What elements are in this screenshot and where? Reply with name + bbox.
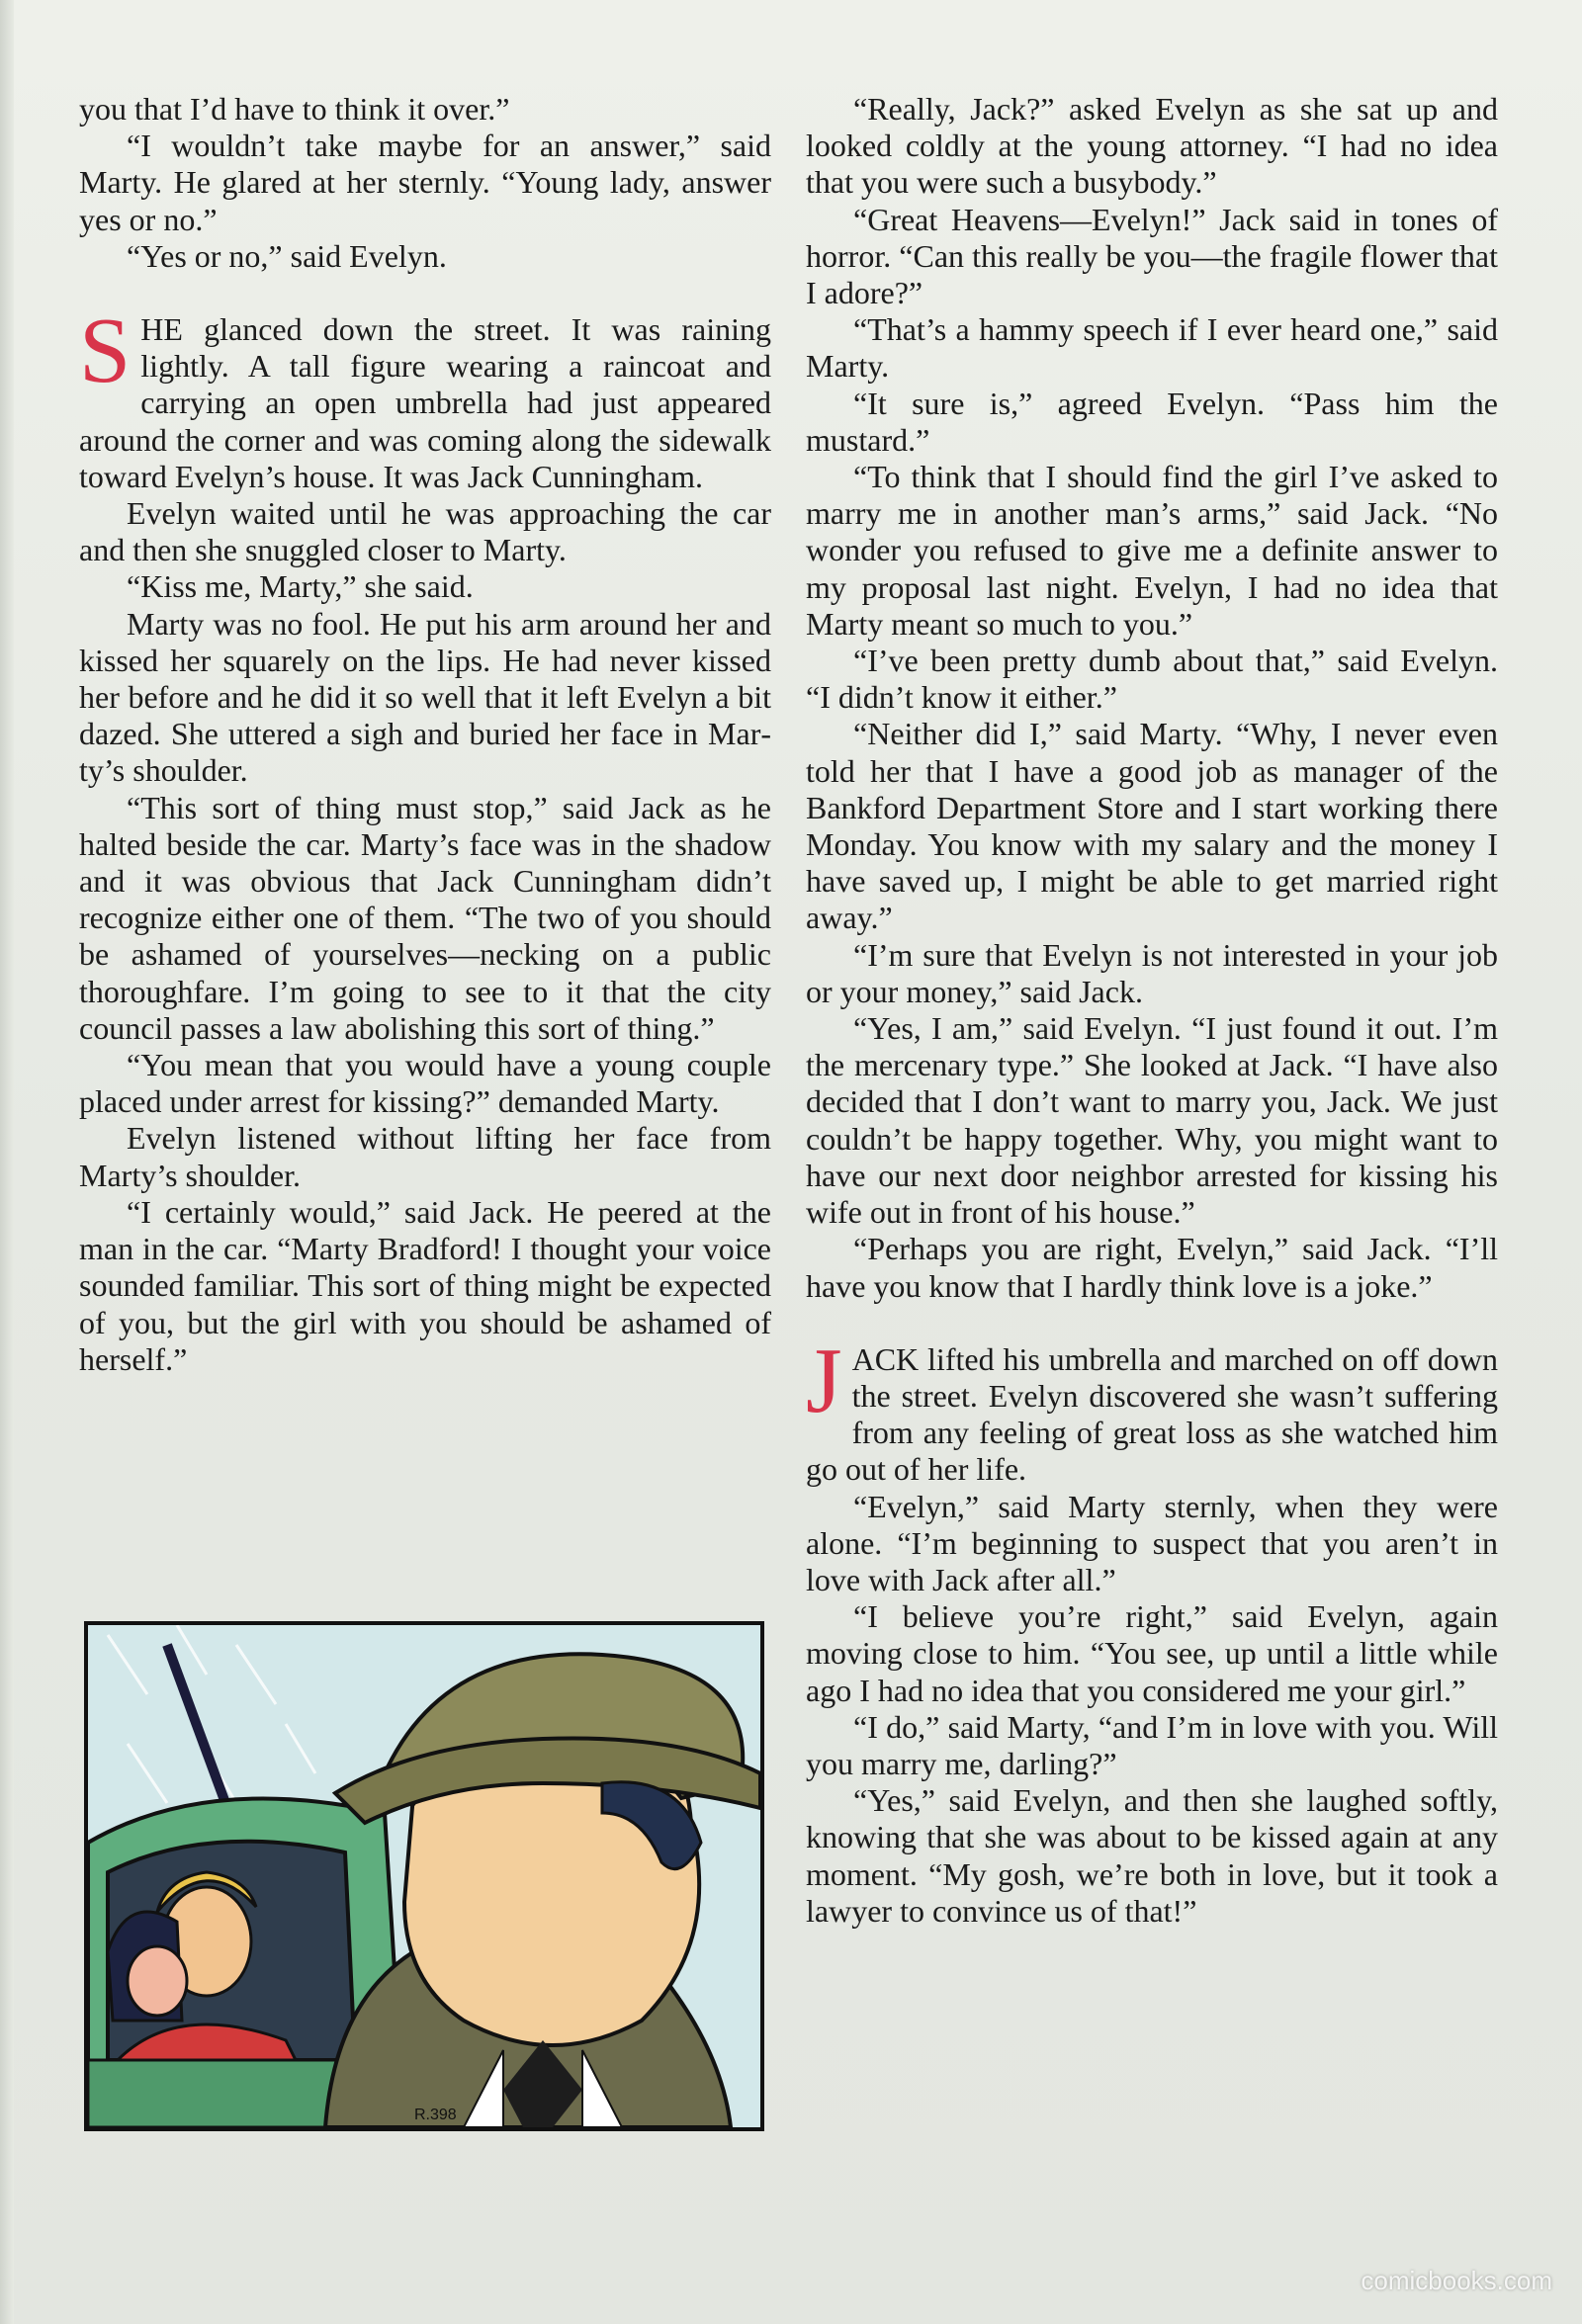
paragraph	[79, 1194, 771, 1378]
paragraph	[806, 1489, 1498, 1599]
paragraph	[806, 91, 1498, 202]
paragraph	[79, 790, 771, 1047]
paragraph-text: you that I’d have to think it over.”	[79, 91, 510, 127]
paragraph	[806, 202, 1498, 312]
paragraph	[806, 459, 1498, 643]
paragraph	[806, 1329, 1498, 1489]
paragraph-text: “I’m sure that Evelyn is not interested in your job or your money,” said Jack.	[806, 936, 1498, 1009]
left-text-column	[79, 91, 771, 1378]
paragraph-text: “It sure is,” agreed Evelyn. “Pass him the mustard.”	[806, 385, 1498, 458]
paragraph	[79, 300, 771, 495]
paragraph-text: Evelyn waited until he was approaching the car and then she snuggled closer to Marty.	[79, 495, 771, 568]
paragraph	[79, 568, 771, 605]
paragraph	[806, 1782, 1498, 1930]
paragraph	[806, 1709, 1498, 1782]
page-edge-shadow	[0, 0, 14, 2324]
paragraph	[79, 495, 771, 568]
paragraph-text: “I believe you’re right,” said Evelyn, again moving close to him. “You see, up until a little while ago I had no idea that you considered me your girl.”	[806, 1598, 1498, 1708]
paragraph-text: Evelyn listened without lifting her face from Marty’s shoulder.	[79, 1120, 771, 1193]
paragraph-text: “Neither did I,” said Marty. “Why, I never even told her that I have a good job as manager of the Bankford Department Store and I start working there Monday. You know with my salary and the money I have saved up, I might be able to get married right away.”	[806, 716, 1498, 936]
paragraph-text: “I do,” said Marty, “and I’m in love with you. Will you marry me, darling?”	[806, 1708, 1498, 1781]
drop-cap: J	[806, 1329, 842, 1432]
paragraph-text: “That’s a hammy speech if I ever heard one,” said Marty.	[806, 311, 1498, 385]
paragraph-text: “I’ve been pretty dumb about that,” said Evelyn. “I didn’t know it either.”	[806, 643, 1498, 716]
paragraph	[806, 1598, 1498, 1709]
paragraph-text: “Yes, I am,” said Evelyn. “I just found it out. I’m the mercenary type.” She looked at Jack. “I have also decided that I don’t want to marry you, Jack. We just couldn’t be happy together. Why, you might want to have our next door neighbor arrested for kissing his wife out in front of his house.”	[806, 1010, 1498, 1231]
watermark-text: comicbooks.com	[1361, 2266, 1552, 2295]
paragraph-text: “I certainly would,” said Jack. He peered at the man in the car. “Marty Bradford! I thought your voice sounded familiar. This sort of thing might be expected of you, but the girl with you should be ashamed of herself.”	[79, 1193, 771, 1377]
paragraph-text: ACK lifted his umbrella and marched on off down the street. Evelyn discovered she wasn’t suffering from any feeling of great loss as she watched him go out of her life.	[806, 1340, 1498, 1488]
paragraph	[79, 128, 771, 238]
paragraph	[79, 238, 771, 275]
paragraph	[806, 716, 1498, 936]
paragraph-text: Marty was no fool. He put his arm around her and kissed her squarely on the lips. He had never kissed her before and he did it so well that it left Evelyn a bit dazed. She uttered a sigh and buried her face in Marty’s shoulder.	[79, 605, 771, 789]
right-text-column	[806, 91, 1498, 1930]
paragraph-text: “Perhaps you are right, Evelyn,” said Jack. “I’ll have you know that I hardly think love is a joke.”	[806, 1231, 1498, 1304]
paragraph	[79, 91, 771, 128]
paragraph-text: “Great Heavens—Evelyn!” Jack said in tones of horror. “Can this really be you—the fragile flower that I adore?”	[806, 201, 1498, 311]
paragraph	[806, 311, 1498, 385]
paragraph	[79, 1047, 771, 1120]
paragraph	[806, 937, 1498, 1010]
paragraph-text: “To think that I should find the girl I’ve asked to marry me in another man’s arms,” said Jack. “No wonder you refused to give me a definite answer to my proposal last night. Evelyn, I had no idea that Marty meant so much to you.”	[806, 459, 1498, 642]
drop-cap: S	[79, 300, 132, 403]
paragraph	[806, 643, 1498, 716]
artist-signature: R.398	[414, 2107, 457, 2123]
paragraph	[806, 386, 1498, 459]
paragraph-text: “Evelyn,” said Marty sternly, when they were alone. “I’m beginning to suspect that you aren’t in love with Jack after all.”	[806, 1488, 1498, 1597]
story-illustration-panel	[84, 1621, 764, 2131]
paragraph-text: “This sort of thing must stop,” said Jack as he halted beside the car. Marty’s face was in the shadow and it was obvious that Jack Cunningham didn’t recognize either one of them. “The two of you should be ashamed of yourselves—necking on a public thoroughfare. I’m going to see to it that the city council passes a law abolishing this sort of thing.”	[79, 789, 771, 1046]
illustration-svg	[88, 1625, 760, 2127]
paragraph	[79, 606, 771, 790]
paragraph-text: “Yes or no,” said Evelyn.	[127, 237, 447, 274]
paragraph	[79, 1120, 771, 1193]
paragraph-text: “Kiss me, Marty,” she said.	[127, 568, 474, 605]
paragraph-text: “I wouldn’t take maybe for an answer,” said Marty. He glared at her sternly. “Young lady, answer yes or no.”	[79, 128, 771, 237]
paragraph-text: “Yes,” said Evelyn, and then she laughed softly, knowing that she was about to be kissed again at any moment. “My gosh, we’re both in love, but it took a lawyer to convince us of that!”	[806, 1782, 1498, 1929]
paragraph	[806, 1010, 1498, 1231]
paragraph-text: HE glanced down the street. It was raining lightly. A tall figure wearing a raincoat and carrying an open umbrella had just appeared around the corner and was coming along the sidewalk toward Evelyn’s house. It was Jack Cunningham.	[79, 311, 771, 494]
paragraph-text: “You mean that you would have a young couple placed under arrest for kissing?” demanded Marty.	[79, 1047, 771, 1120]
paragraph	[806, 1231, 1498, 1304]
paragraph-text: “Really, Jack?” asked Evelyn as she sat up and looked coldly at the young attorney. “I had no idea that you were such a busybody.”	[806, 91, 1498, 201]
